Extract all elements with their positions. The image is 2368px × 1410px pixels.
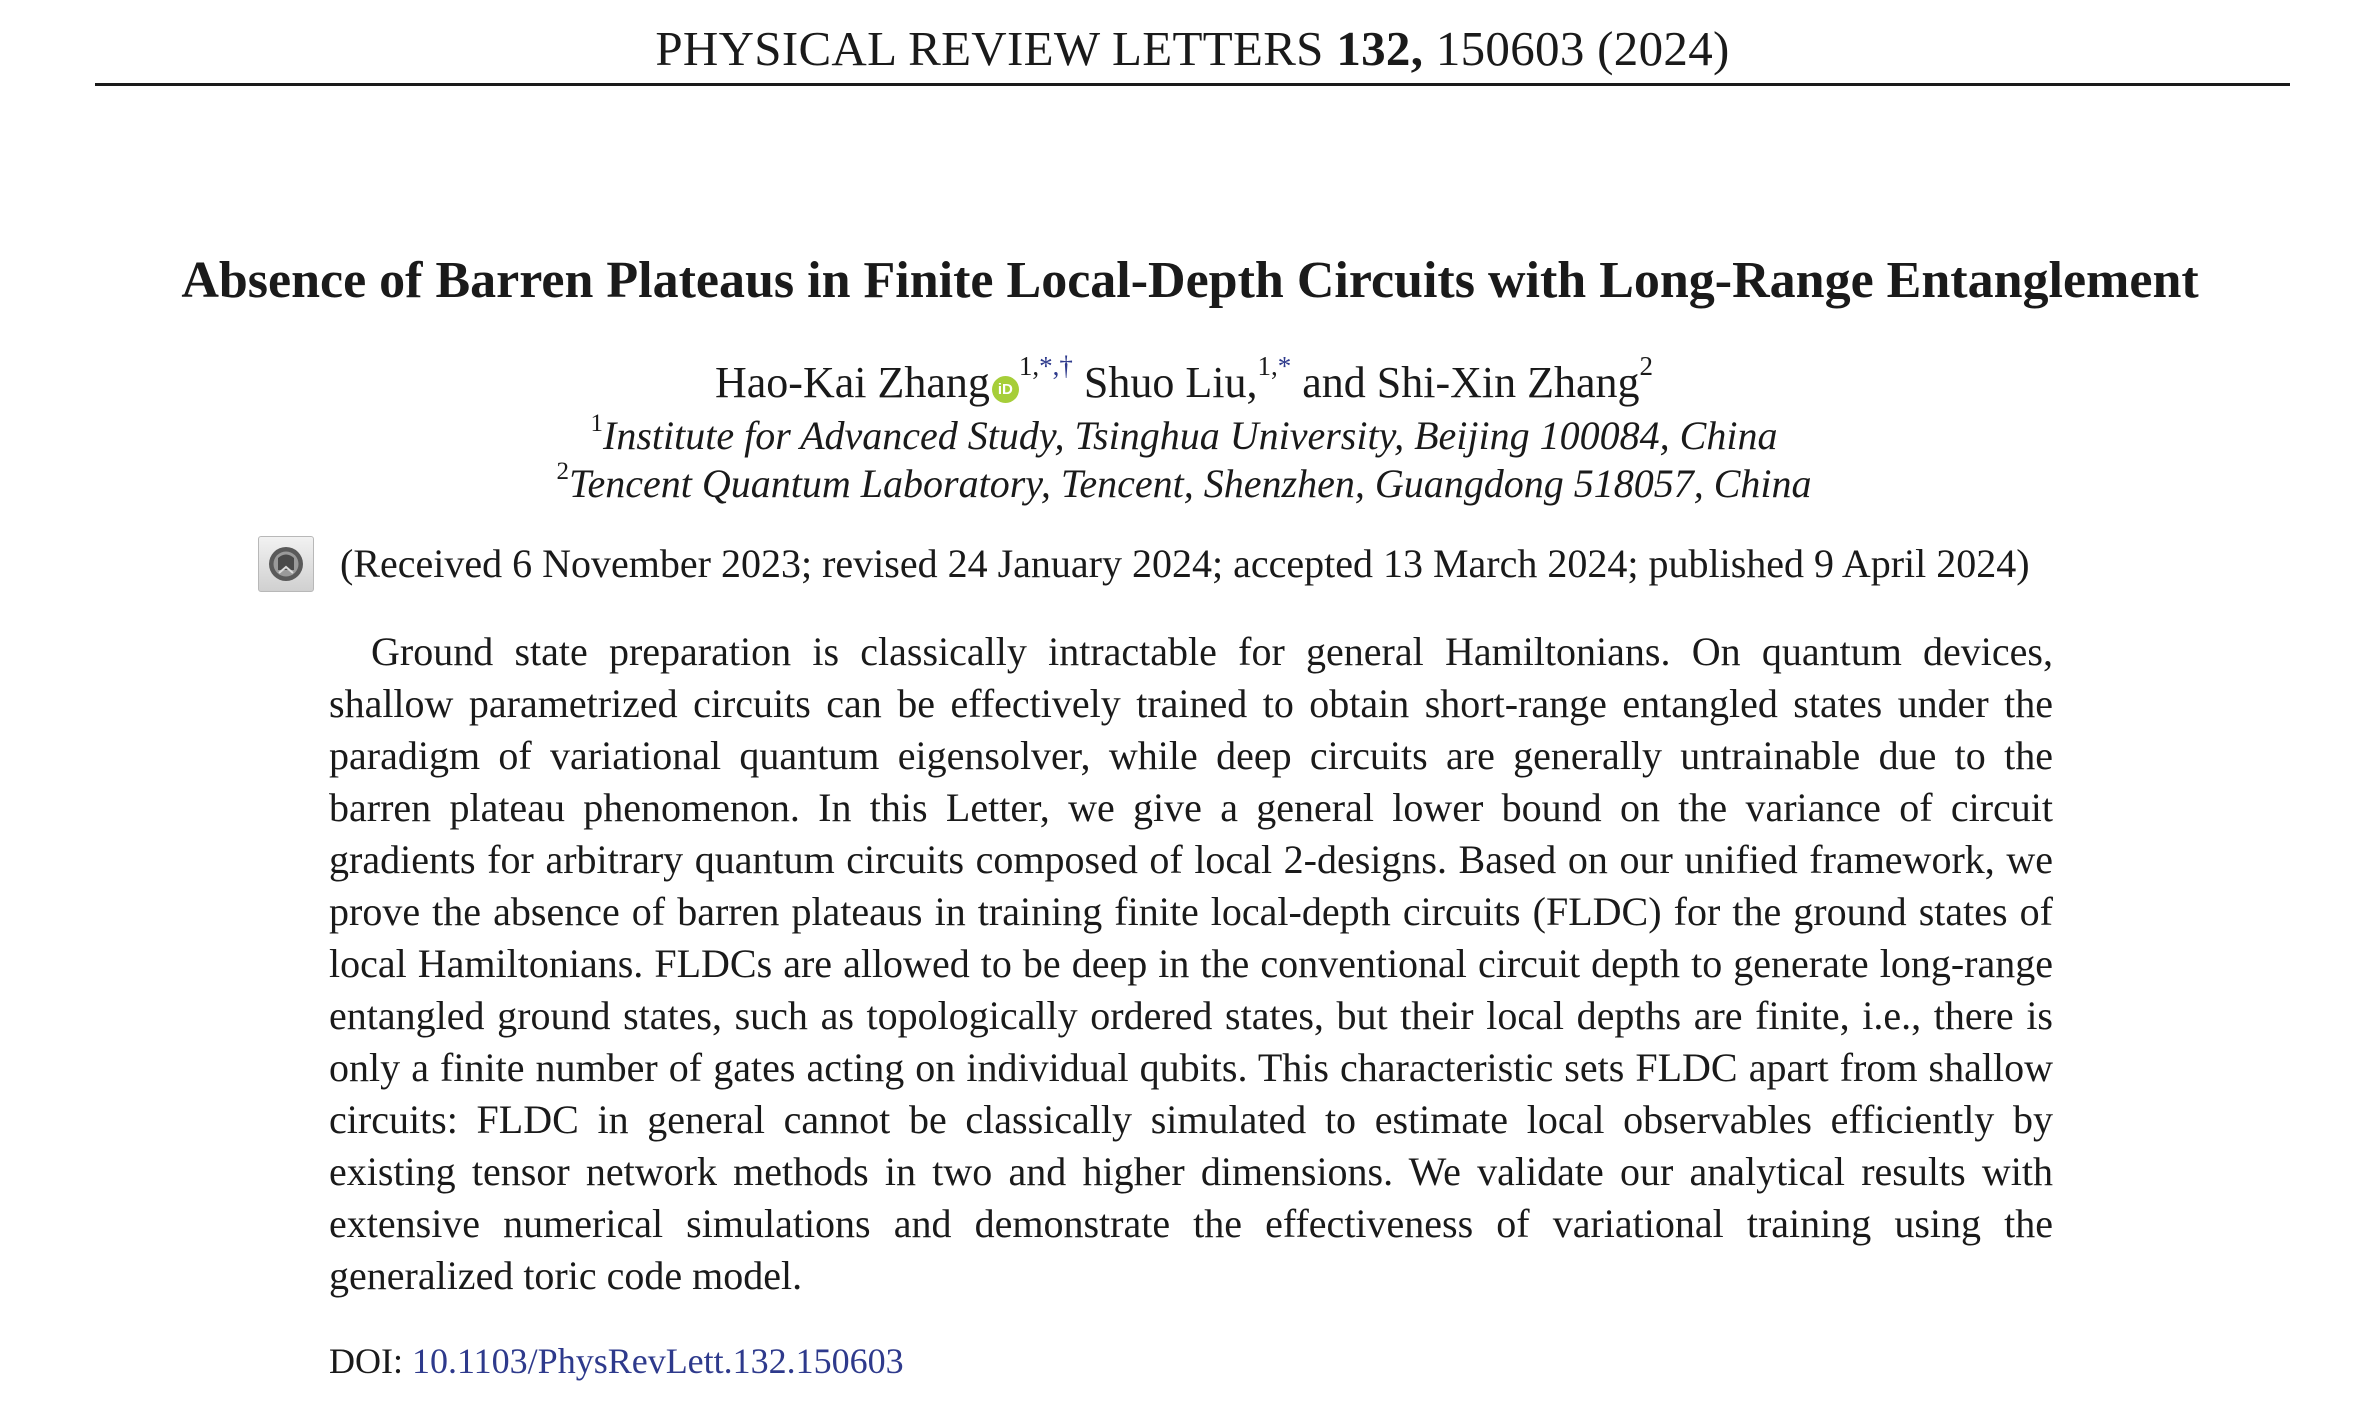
author-affil-mark: 1, (1018, 351, 1040, 381)
affiliation (0, 459, 2368, 509)
author-affil-mark: 1, (1257, 351, 1278, 381)
abstract: Ground state preparation is classically intractable for general Hamiltonians. On quantum devices, shallow parametrized circuits can be effectively trained to obtain short-range entangled states under the paradigm of variational quantum eigensolver, while deep circuits are generally untrainable due to the barren plateau phenomenon. In this Letter, we give a general lower bound on the variance of circuit gradients for arbitrary quantum circuits composed of local 2-designs. Based on our unified framework, we prove the absence of barren plateaus in training finite local-depth circuits (FLDC) for the ground states of local Hamiltonians. FLDCs are allowed to be deep in the conventional circuit depth to generate long-range entangled ground states, such as topologically ordered states, but their local depths are finite, i.e., there is only a finite number of gates acting on individual qubits. This characteristic sets FLDC apart from shallow circuits: FLDC in general cannot be classically simulated to estimate local observables efficiently by existing tensor network methods in two and higher dimensions. We validate our analytical results with extensive numerical simulations and demonstrate the effectiveness of variational training using the generalized toric code model. (329, 629, 2053, 1298)
affiliation-text: Tencent Quantum Laboratory, Tencent, Shenzhen, Guangdong 518057, China (568, 461, 1812, 506)
journal-name: PHYSICAL REVIEW LETTERS (655, 21, 1324, 76)
author-name[interactable]: Shuo Liu, (1083, 358, 1258, 407)
author-list (0, 351, 2368, 412)
history-dates: (Received 6 November 2023; revised 24 January 2024; accepted 13 March 2024; published 9 April 2024) (340, 541, 2030, 586)
publication-history (258, 536, 2030, 592)
journal-volume: 132, (1336, 21, 1424, 76)
author-name[interactable]: Hao-Kai Zhang (714, 358, 990, 407)
author-conjunction: and (1302, 358, 1366, 407)
journal-citation: 150603 (2024) (1435, 21, 1730, 76)
affiliation-number: 2 (556, 458, 569, 485)
author-name[interactable]: Shi-Xin Zhang (1376, 358, 1640, 407)
affiliation-text: Institute for Advanced Study, Tsinghua University, Beijing 100084, China (603, 413, 1778, 458)
doi-line (329, 1336, 904, 1386)
author-affil-mark: 2 (1639, 351, 1654, 381)
author-footnote-mark[interactable]: * (1277, 351, 1292, 381)
crossmark-icon[interactable] (258, 536, 314, 592)
affiliation (0, 411, 2368, 461)
doi-link[interactable]: 10.1103/PhysRevLett.132.150603 (412, 1341, 904, 1381)
paper-title: Absence of Barren Plateaus in Finite Local-Depth Circuits with Long-Range Entanglement (181, 252, 2199, 309)
author-footnote-mark[interactable]: *,† (1039, 351, 1073, 381)
header-rule (95, 83, 2290, 86)
affiliation-number: 1 (590, 410, 604, 437)
orcid-icon[interactable]: iD (992, 376, 1019, 403)
journal-header (95, 14, 2290, 84)
doi-label: DOI: (329, 1341, 403, 1381)
